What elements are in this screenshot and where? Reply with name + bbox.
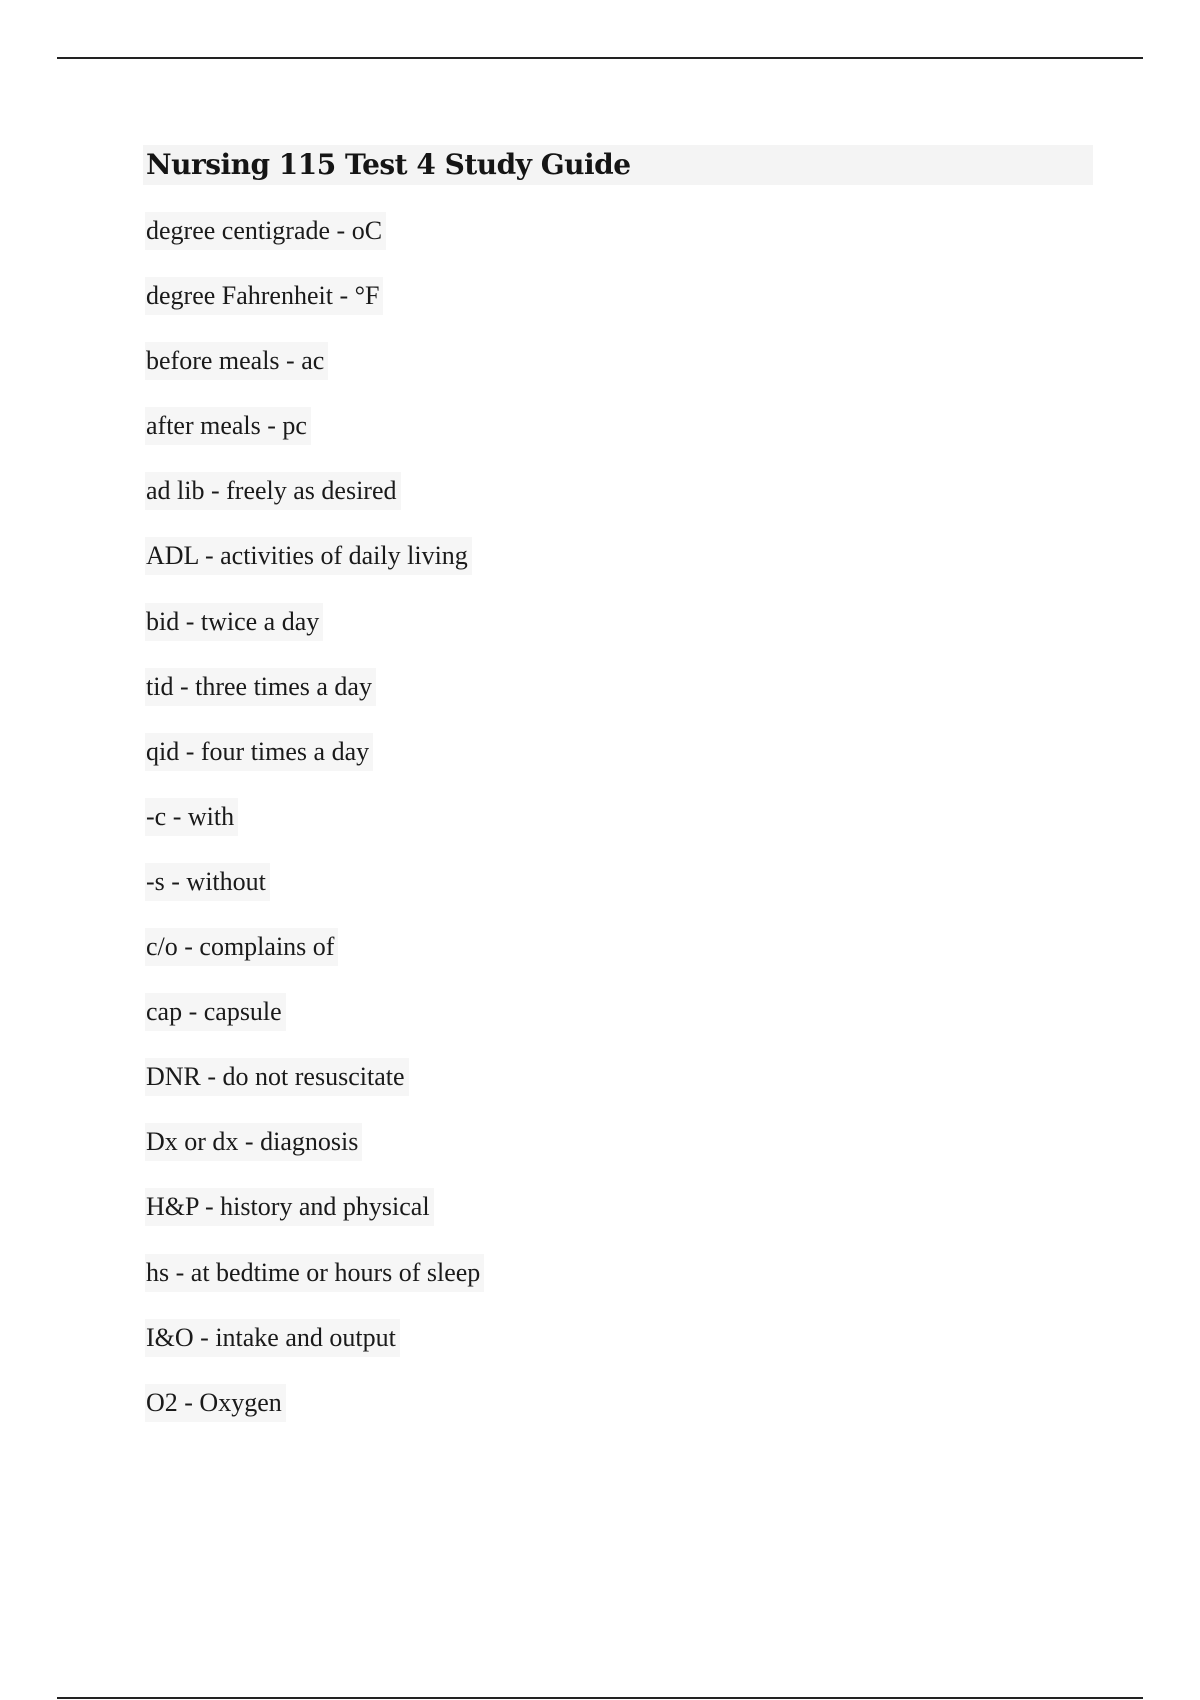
list-item bbox=[145, 212, 484, 277]
list-item bbox=[145, 798, 484, 863]
list-item bbox=[145, 537, 484, 602]
list-item bbox=[145, 342, 484, 407]
list-item bbox=[145, 1058, 484, 1123]
abbreviation-entry: DNR - do not resuscitate bbox=[145, 1058, 409, 1096]
document-title: Nursing 115 Test 4 Study Guide bbox=[146, 148, 631, 181]
abbreviation-entry: -c - with bbox=[145, 798, 238, 836]
abbreviation-entry: H&P - history and physical bbox=[145, 1188, 434, 1226]
abbreviation-entry: tid - three times a day bbox=[145, 668, 376, 706]
list-item bbox=[145, 863, 484, 928]
abbreviation-entry: hs - at bedtime or hours of sleep bbox=[145, 1254, 484, 1292]
abbreviation-entry: qid - four times a day bbox=[145, 733, 373, 771]
list-item bbox=[145, 1319, 484, 1384]
list-item bbox=[145, 1123, 484, 1188]
abbreviation-entry: degree Fahrenheit - °F bbox=[145, 277, 383, 315]
abbreviation-entry: -s - without bbox=[145, 863, 270, 901]
list-item bbox=[145, 603, 484, 668]
abbreviation-entry: cap - capsule bbox=[145, 993, 286, 1031]
abbreviation-entry: ADL - activities of daily living bbox=[145, 537, 472, 575]
bottom-divider bbox=[57, 1697, 1143, 1699]
abbreviation-entry: O2 - Oxygen bbox=[145, 1384, 286, 1422]
abbreviation-entry: I&O - intake and output bbox=[145, 1319, 400, 1357]
abbreviation-entry: Dx or dx - diagnosis bbox=[145, 1123, 362, 1161]
list-item bbox=[145, 277, 484, 342]
list-item bbox=[145, 1188, 484, 1253]
abbreviation-entry: before meals - ac bbox=[145, 342, 328, 380]
top-divider bbox=[57, 57, 1143, 59]
abbreviation-entry: c/o - complains of bbox=[145, 928, 338, 966]
list-item bbox=[145, 1254, 484, 1319]
list-item bbox=[145, 668, 484, 733]
abbreviation-entry: after meals - pc bbox=[145, 407, 311, 445]
abbreviation-entry: ad lib - freely as desired bbox=[145, 472, 401, 510]
abbreviation-list bbox=[145, 212, 484, 1449]
abbreviation-entry: bid - twice a day bbox=[145, 603, 323, 641]
list-item bbox=[145, 993, 484, 1058]
list-item bbox=[145, 1384, 484, 1449]
abbreviation-entry: degree centigrade - oC bbox=[145, 212, 386, 250]
list-item bbox=[145, 733, 484, 798]
list-item bbox=[145, 472, 484, 537]
list-item bbox=[145, 407, 484, 472]
list-item bbox=[145, 928, 484, 993]
